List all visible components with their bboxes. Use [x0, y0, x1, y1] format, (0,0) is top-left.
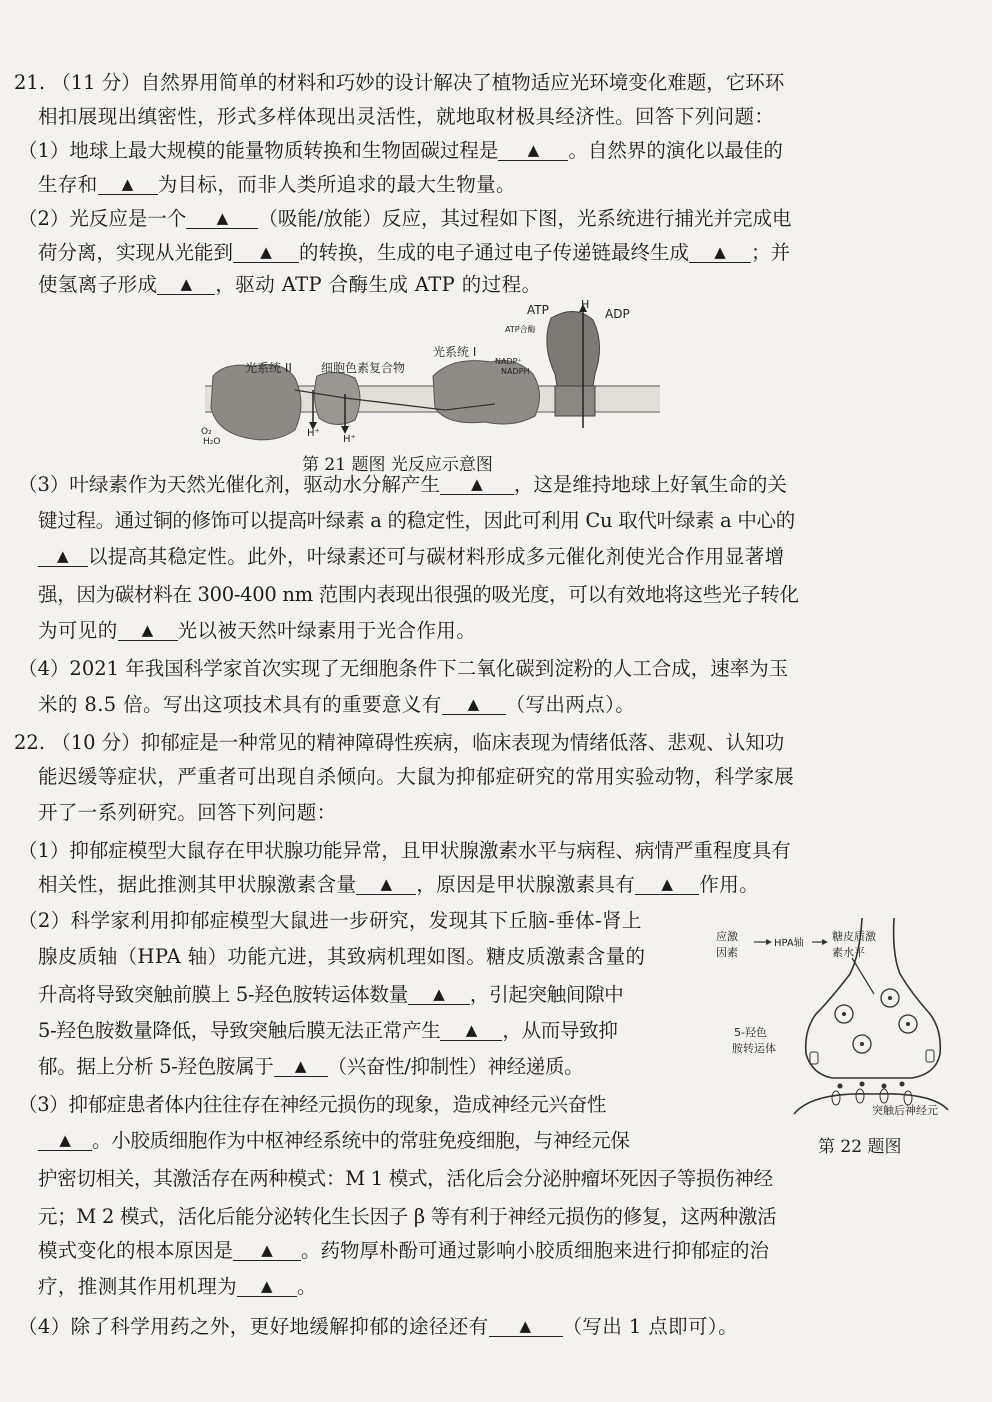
- answer-blank[interactable]: ▲: [442, 694, 506, 715]
- transporter: [926, 1050, 934, 1062]
- q22-line-13: 护密切相关，其激活存在两种模式：M 1 模式，活化后会分泌肿瘤坏死因子等损伤神经: [38, 1167, 773, 1190]
- q21-line-12: 为可见的 ▲ 光以被天然叶绿素用于光合作用。: [38, 619, 477, 642]
- label-ps2: 光系统 II: [245, 361, 292, 375]
- q22-line-7: 腺皮质轴（HPA 轴）功能亢进，其致病机理如图。糖皮质激素含量的: [38, 945, 646, 968]
- q22-line-6: （2）科学家利用抑郁症模型大鼠进一步研究，发现其下丘脑-垂体-肾上: [18, 909, 642, 932]
- answer-blank[interactable]: ▲: [237, 1276, 297, 1297]
- atp-synthase-base: [555, 386, 595, 416]
- label-ps1: 光系统 I: [433, 345, 477, 359]
- q22-line-17: （4）除了科学用药之外，更好地缓解抑郁的途径还有 ▲ （写出 1 点即可）。: [18, 1315, 738, 1338]
- q21-line-14: 米的 8.5 倍。写出这项技术具有的重要意义有 ▲ （写出两点）。: [38, 693, 636, 716]
- light-reaction-diagram: [195, 294, 665, 446]
- q21-line-5: （2）光反应是一个 ▲ （吸能/放能）反应，其过程如下图，光系统进行捕光并完成电: [18, 207, 792, 230]
- q22-line-14: 元；M 2 模式，活化后能分泌转化生长因子 β 等有利于神经元损伤的修复，这两种激活: [38, 1205, 777, 1228]
- q22-line-15: 模式变化的根本原因是 ▲ 。药物厚朴酚可通过影响小胶质细胞来进行抑郁症的治: [38, 1239, 770, 1262]
- q21-line-13: （4）2021 年我国科学家首次实现了无细胞条件下二氧化碳到淀粉的人工合成，速率为玉: [18, 657, 789, 680]
- q21-line-1: 21. （11 分）自然界用简单的材料和巧妙的设计解决了植物适应光环境变化难题，它环环: [14, 71, 785, 94]
- q22-line-3: 开了一系列研究。回答下列问题：: [38, 801, 337, 824]
- figure-22-caption: 第 22 题图: [818, 1137, 902, 1157]
- q22-line-12: ▲ 。小胶质细胞作为中枢神经系统中的常驻免疫细胞，与神经元保: [38, 1128, 630, 1154]
- inhibit-line: [852, 958, 874, 994]
- q21-line-9: 键过程。通过铜的修饰可以提高叶绿素 a 的稳定性，因此可利用 Cu 取代叶绿素 a 中心的: [38, 509, 795, 532]
- answer-blank[interactable]: ▲: [186, 208, 258, 229]
- label-atp-synthase: ATP合酶: [505, 325, 536, 334]
- answer-blank[interactable]: ▲: [233, 242, 299, 263]
- answer-blank[interactable]: ▲: [157, 274, 215, 295]
- receptor: [904, 1091, 912, 1105]
- q22-line-9: 5-羟色胺数量降低，导致突触后膜无法正常产生 ▲ ，从而导致抑: [38, 1019, 618, 1042]
- atp-synthase-head: [547, 311, 600, 386]
- answer-blank[interactable]: ▲: [274, 1056, 328, 1077]
- q22-line-10: 郁。据上分析 5-羟色胺属于 ▲ （兴奋性/抑制性）神经递质。: [38, 1055, 584, 1078]
- answer-blank[interactable]: ▲: [689, 242, 751, 263]
- label-h-plus: H⁺: [343, 434, 356, 445]
- label-h: H: [581, 298, 590, 311]
- q21-line-8: （3）叶绿素作为天然光催化剂，驱动水分解产生 ▲ ，这是维持地球上好氧生命的关: [18, 473, 787, 496]
- transporter: [810, 1052, 818, 1064]
- q22-line-8: 升高将导致突触前膜上 5-羟色胺转运体数量 ▲ ，引起突触间隙中: [38, 983, 624, 1006]
- answer-blank[interactable]: ▲: [489, 1316, 563, 1337]
- figure-21-caption: 第 21 题图 光反应示意图: [302, 455, 493, 475]
- hpa-synapse-diagram: [712, 914, 952, 1120]
- q21-line-7: 使氢离子形成 ▲ ，驱动 ATP 合酶生成 ATP 的过程。: [38, 273, 542, 296]
- label-gc-level: 素水平: [832, 946, 865, 959]
- label-postsynaptic: 突触后神经元: [872, 1104, 938, 1117]
- label-gc: 糖皮质激: [832, 930, 876, 943]
- label-cytochrome: 细胞色素复合物: [321, 361, 406, 375]
- q22-line-1: 22. （10 分）抑郁症是一种常见的精神障碍性疾病，临床表现为情绪低落、悲观、认知功: [14, 731, 785, 754]
- answer-blank[interactable]: ▲: [440, 474, 514, 495]
- label-hpa: HPA轴: [774, 938, 804, 949]
- receptor: [856, 1089, 864, 1103]
- q22-line-11: （3）抑郁症患者体内往往存在神经元损伤的现象，造成神经元兴奋性: [18, 1093, 607, 1116]
- q22-line-16: 疗，推测其作用机理为 ▲ 。: [38, 1275, 317, 1298]
- label-o2: O₂: [201, 427, 212, 437]
- label-nadp: NADP⁺: [495, 357, 522, 366]
- label-atp: ATP: [527, 303, 549, 317]
- label-h2o: H₂O: [203, 437, 221, 446]
- label-sert: 胺转运体: [732, 1042, 776, 1055]
- photosystem-ii-complex: [211, 365, 301, 440]
- receptor: [832, 1091, 840, 1105]
- label-adp: ADP: [605, 307, 630, 321]
- q21-line-3: （1）地球上最大规模的能量物质转换和生物固碳过程是 ▲ 。自然界的演化以最佳的: [18, 139, 783, 162]
- label-sert: 5-羟色: [734, 1026, 767, 1039]
- q22-line-2: 能迟缓等症状，严重者可出现自杀倾向。大鼠为抑郁症研究的常用实验动物，科学家展: [38, 765, 795, 788]
- answer-blank[interactable]: ▲: [98, 174, 158, 195]
- answer-blank[interactable]: ▲: [498, 140, 568, 161]
- q21-line-10: ▲ 以提高其稳定性。此外，叶绿素还可与碳材料形成多元催化剂使光合作用显著增: [38, 544, 785, 570]
- label-nadph: NADPH: [501, 367, 530, 376]
- answer-blank[interactable]: ▲: [408, 984, 470, 1005]
- label-h-plus: H⁺: [307, 428, 320, 439]
- label-factor: 因素: [716, 946, 738, 959]
- q21-line-11: 强，因为碳材料在 300-400 nm 范围内表现出很强的吸光度，可以有效地将这些光子转化: [38, 583, 799, 606]
- q21-line-2: 相扣展现出缜密性，形式多样体现出灵活性，就地取材极具经济性。回答下列问题：: [38, 105, 775, 128]
- answer-blank[interactable]: ▲: [440, 1020, 502, 1041]
- q22-line-4: （1）抑郁症模型大鼠存在甲状腺功能异常，且甲状腺激素水平与病程、病情严重程度具有: [18, 839, 791, 862]
- answer-blank[interactable]: ▲: [233, 1240, 301, 1261]
- q22-line-5: 相关性，据此推测其甲状腺激素含量 ▲ ，原因是甲状腺激素具有 ▲ 作用。: [38, 873, 760, 896]
- answer-blank[interactable]: ▲: [356, 874, 416, 895]
- answer-blank[interactable]: ▲: [38, 546, 88, 567]
- receptor: [880, 1089, 888, 1103]
- answer-blank[interactable]: ▲: [38, 1130, 92, 1151]
- label-stress: 应激: [716, 930, 738, 943]
- q21-line-4: 生存和 ▲ 为目标，而非人类所追求的最大生物量。: [38, 173, 516, 196]
- answer-blank[interactable]: ▲: [635, 874, 699, 895]
- answer-blank[interactable]: ▲: [118, 620, 178, 641]
- q21-line-6: 荷分离，实现从光能到 ▲ 的转换，生成的电子通过电子传递链最终生成 ▲ ；并: [38, 241, 791, 264]
